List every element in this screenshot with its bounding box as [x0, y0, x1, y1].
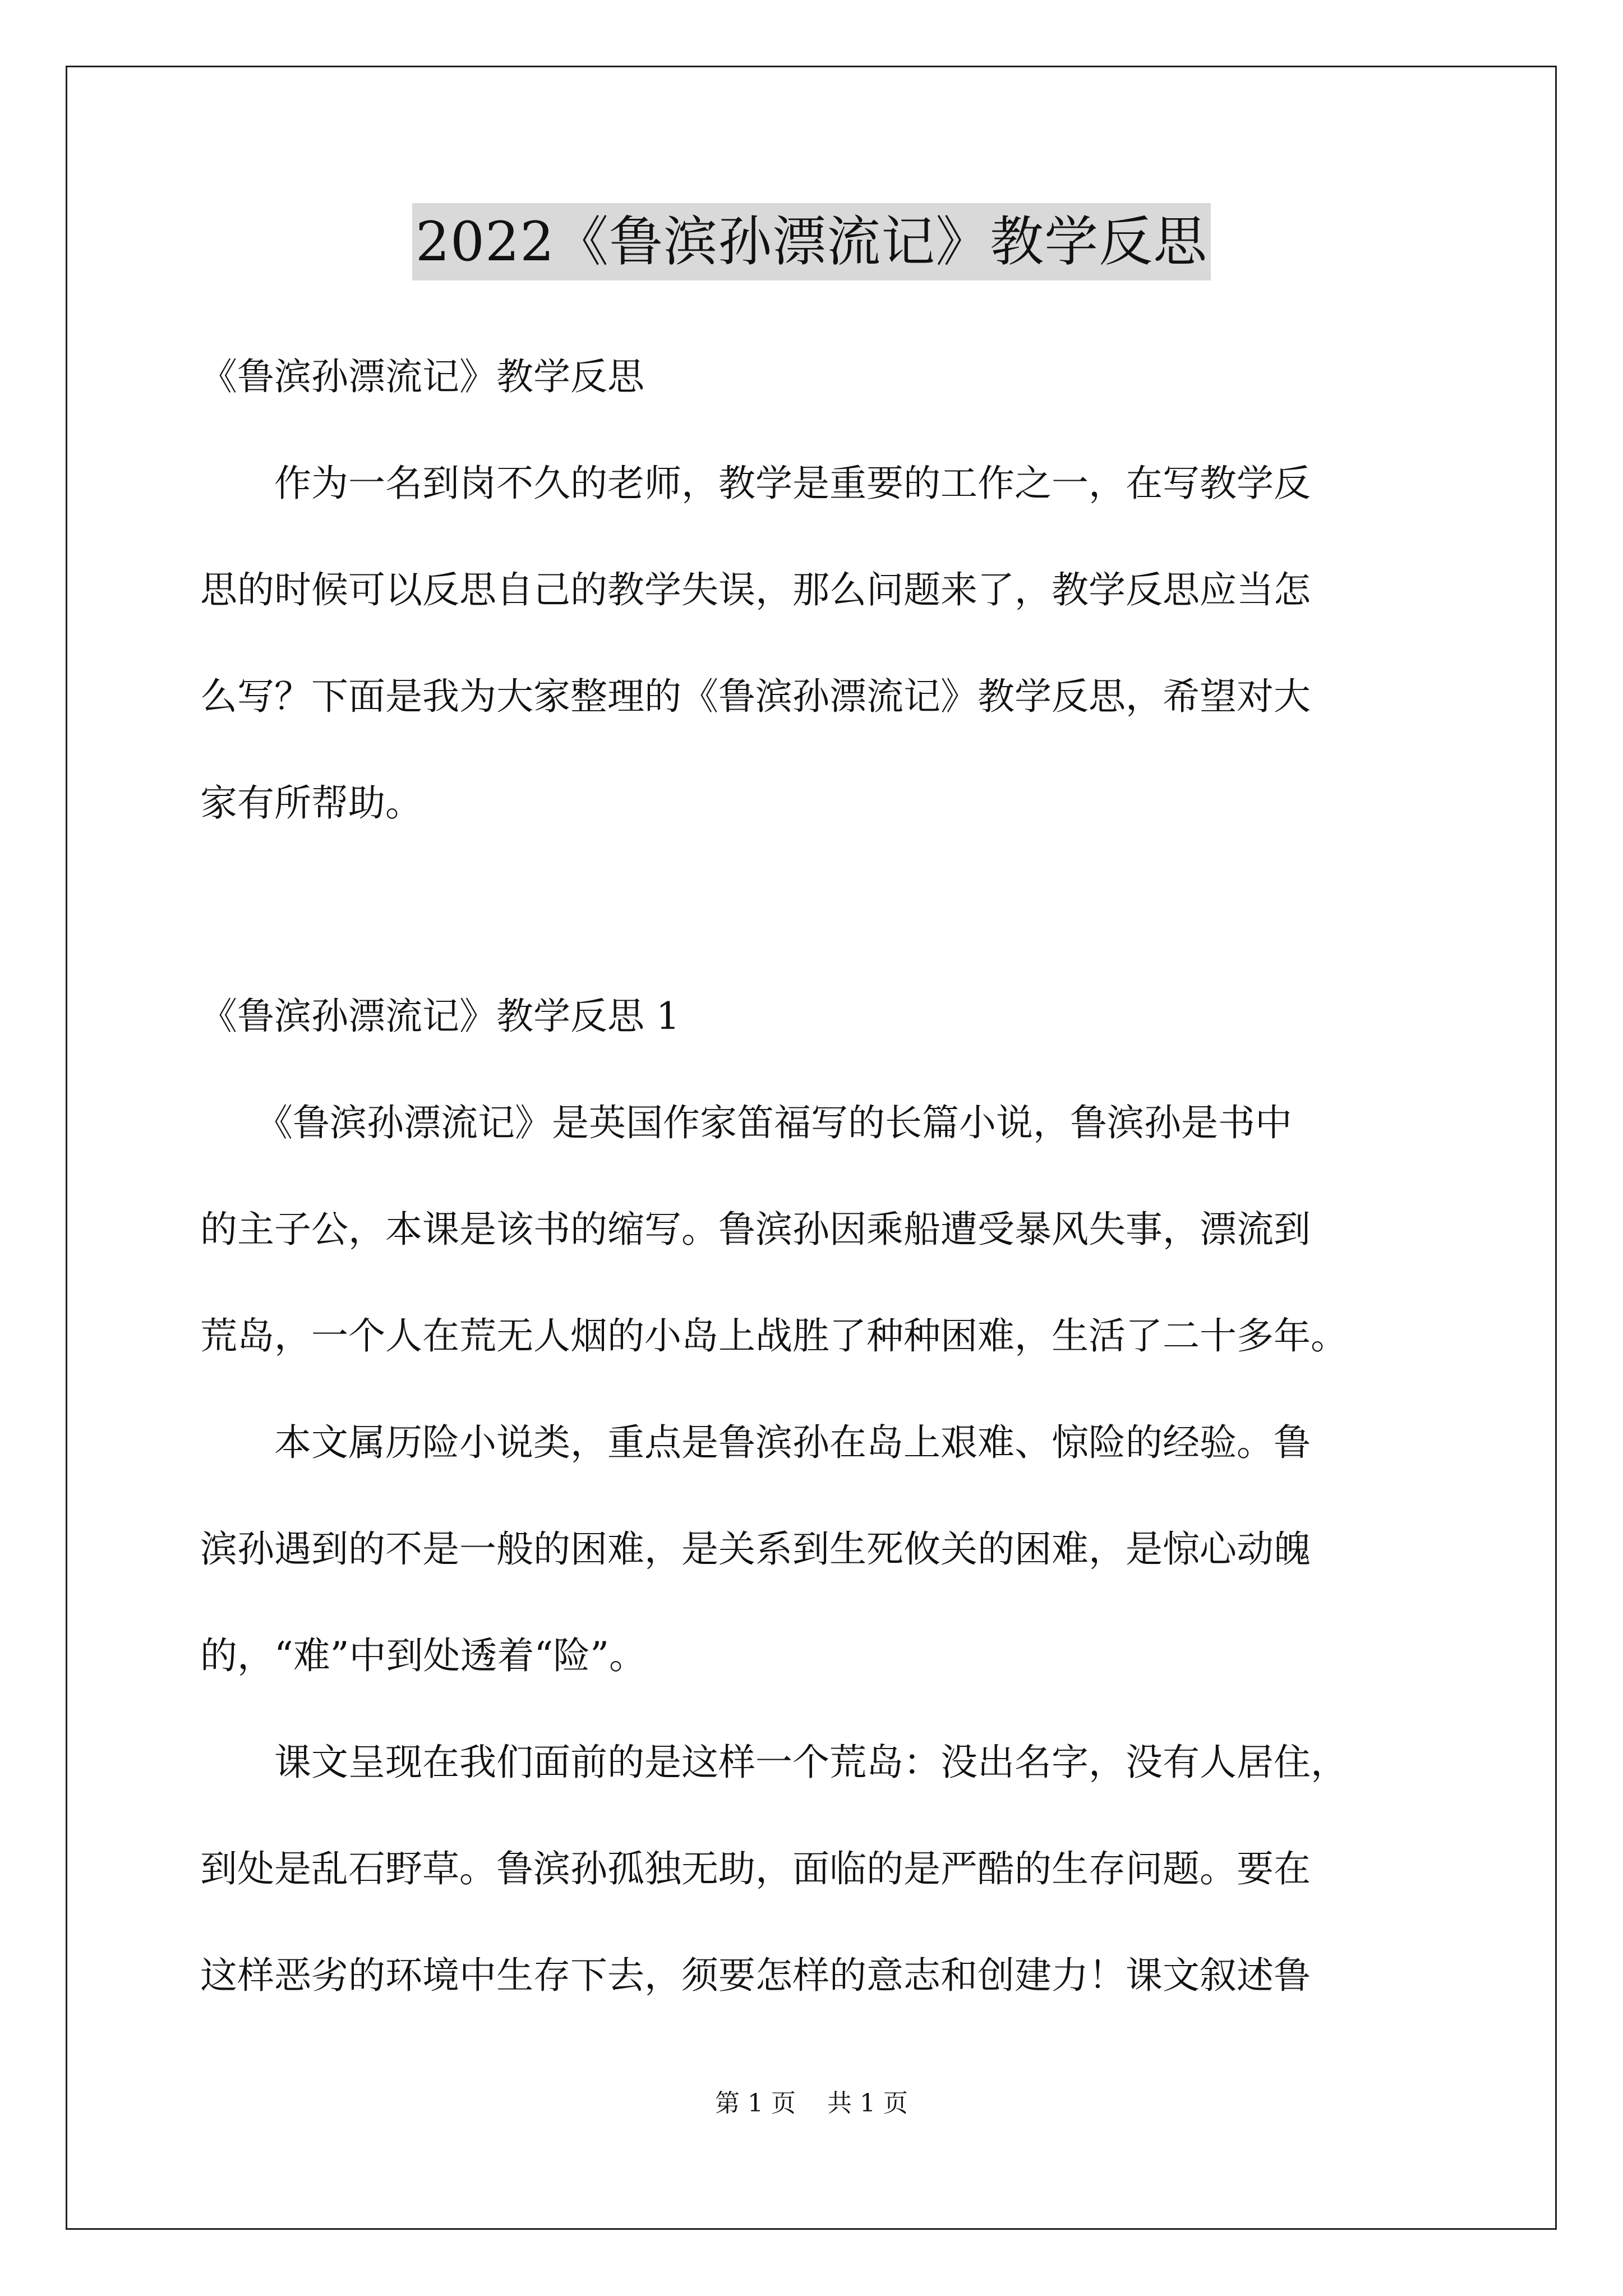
paragraph-3-line-1: 课文呈现在我们面前的是这样一个荒岛：没出名字，没有人居住， [200, 1741, 1348, 1784]
page-footer: 第 1 页 共 1 页 [715, 2089, 908, 2118]
section-heading-1: 《鲁滨孙漂流记》教学反思 1 [200, 995, 680, 1038]
document-body [200, 324, 1434, 2029]
title-container [0, 203, 1623, 280]
paragraph-2-line-2: 滨孙遇到的不是一般的困难，是关系到生死攸关的困难，是惊心动魄 [200, 1527, 1311, 1571]
intro-line-3: 么写？下面是我为大家整理的《鲁滨孙漂流记》教学反思，希望对大 [200, 675, 1311, 718]
paragraph-1-line-2: 的主子公，本课是该书的缩写。鲁滨孙因乘船遭受暴风失事，漂流到 [200, 1208, 1311, 1251]
paragraph-1-line-3: 荒岛，一个人在荒无人烟的小岛上战胜了种种困难，生活了二十多年。 [200, 1314, 1348, 1358]
document-title: 2022《鲁滨孙漂流记》教学反思 [412, 203, 1211, 280]
intro-line-2: 思的时候可以反思自己的教学失误，那么问题来了，教学反思应当怎 [200, 568, 1311, 611]
subtitle-line: 《鲁滨孙漂流记》教学反思 [200, 355, 644, 398]
blank-line [200, 857, 1434, 963]
paragraph-3-line-2: 到处是乱石野草。鲁滨孙孤独无助，面临的是严酷的生存问题。要在 [200, 1847, 1311, 1890]
paragraph-2-line-1: 本文属历险小说类，重点是鲁滨孙在岛上艰难、惊险的经验。鲁 [200, 1421, 1311, 1464]
intro-line-1: 作为一名到岗不久的老师，教学是重要的工作之一，在写教学反 [200, 462, 1311, 505]
paragraph-1-line-1: 《鲁滨孙漂流记》是英国作家笛福写的长篇小说，鲁滨孙是书中 [200, 1101, 1292, 1144]
intro-line-4: 家有所帮助。 [200, 781, 422, 825]
paragraph-3-line-3: 这样恶劣的环境中生存下去，须要怎样的意志和创建力！课文叙述鲁 [200, 1954, 1311, 1997]
paragraph-2-line-3: 的，“难”中到处透着“险”。 [200, 1634, 646, 1677]
